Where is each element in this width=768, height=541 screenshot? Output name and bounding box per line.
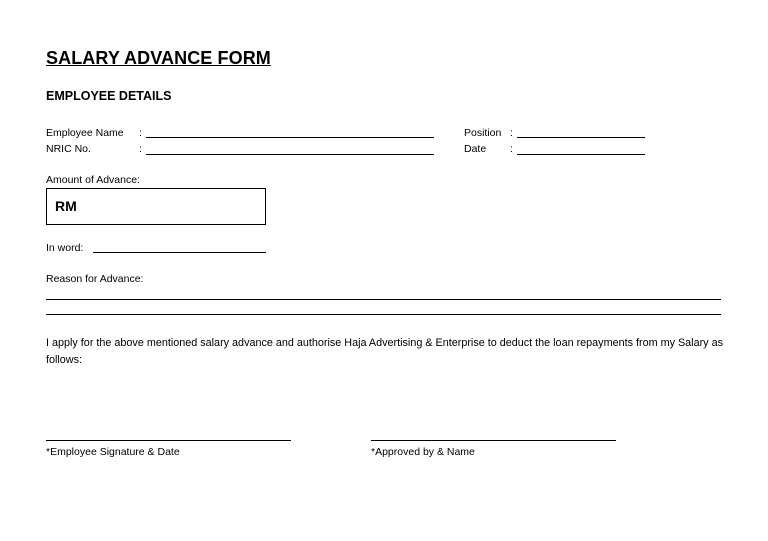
declaration-text: I apply for the above mentioned salary advance and authorise Haja Advertising & Enterprise to deduct the loan repayments from my Salary as follows: (46, 337, 723, 366)
currency-label: RM (55, 198, 77, 214)
form-title: SALARY ADVANCE FORM (46, 48, 271, 68)
date-colon: : (510, 143, 513, 155)
section-heading-employee-details: EMPLOYEE DETAILS (46, 89, 172, 103)
amount-input-box[interactable] (46, 188, 266, 225)
in-word-field[interactable] (93, 252, 266, 253)
employee-signature-label: *Employee Signature & Date (46, 446, 180, 458)
approver-signature-line[interactable] (371, 440, 616, 441)
employee-name-field[interactable] (146, 137, 434, 138)
date-field[interactable] (517, 154, 645, 155)
reason-label: Reason for Advance: (46, 273, 144, 285)
position-colon: : (510, 127, 513, 139)
position-field[interactable] (517, 137, 645, 138)
employee-name-label: Employee Name (46, 127, 124, 139)
employee-signature-line[interactable] (46, 440, 291, 441)
nric-label: NRIC No. (46, 143, 91, 155)
in-word-label: In word: (46, 242, 84, 254)
reason-line-1[interactable] (46, 299, 721, 300)
date-label: Date (464, 143, 487, 155)
approver-signature-label: *Approved by & Name (371, 446, 475, 458)
reason-line-2[interactable] (46, 314, 721, 315)
nric-colon: : (139, 143, 142, 155)
amount-label: Amount of Advance: (46, 174, 140, 186)
nric-field[interactable] (146, 154, 434, 155)
employee-name-colon: : (139, 127, 142, 139)
position-label: Position (464, 127, 502, 139)
